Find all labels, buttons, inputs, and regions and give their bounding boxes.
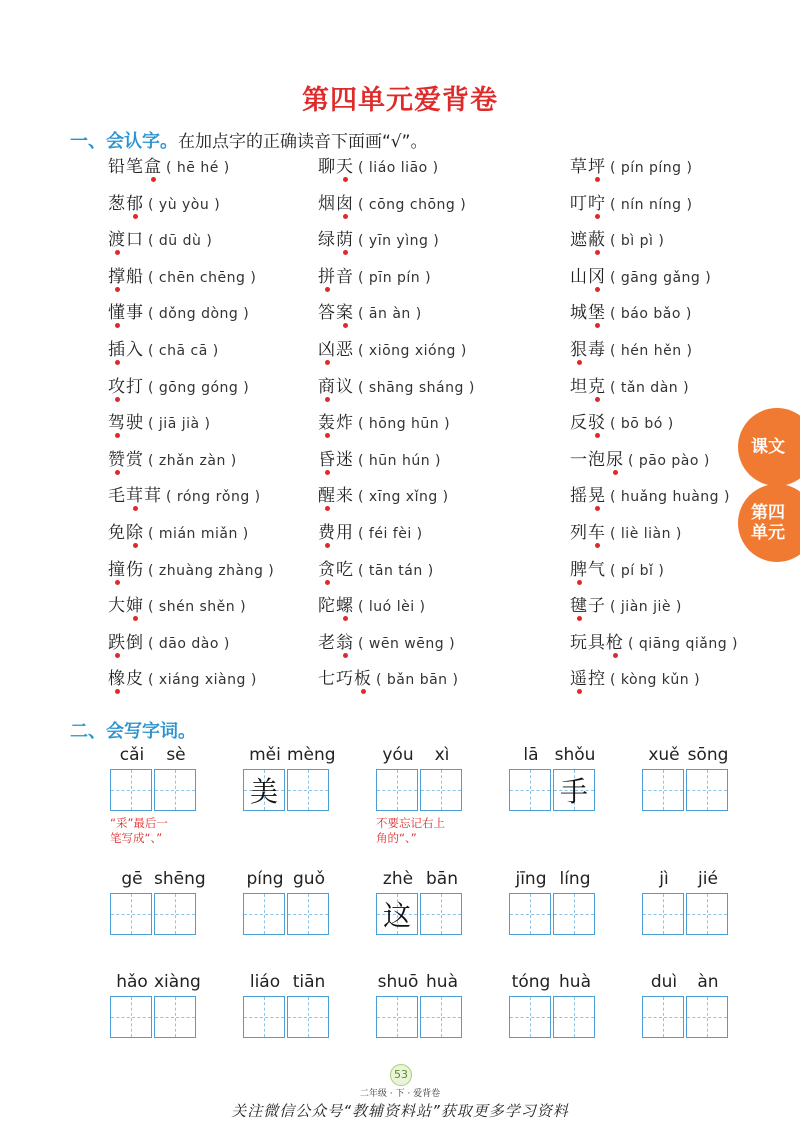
dotted-char: 螺 [336, 596, 354, 617]
word-group [110, 744, 198, 845]
reading-item [108, 591, 246, 621]
pinyin-choices[interactable]: ( bō bó ) [610, 416, 674, 433]
pinyin-choices[interactable]: ( jiàn jiè ) [610, 599, 682, 616]
reading-item [570, 335, 693, 365]
page-number: 53 [390, 1064, 412, 1086]
written-char [421, 997, 461, 1037]
pinyin-choices[interactable]: ( chā cā ) [148, 343, 219, 359]
item-word: 赞赏 [108, 449, 144, 470]
item-word: 七巧板 [318, 669, 372, 690]
word-pinyin: píng guǒ [246, 869, 325, 889]
dotted-char: 驳 [588, 413, 606, 434]
written-char [377, 997, 417, 1037]
written-char [687, 997, 727, 1037]
writing-box[interactable] [686, 893, 728, 935]
item-word: 绿荫 [318, 230, 354, 251]
dotted-char: 翁 [336, 632, 354, 653]
dotted-char: 除 [126, 523, 144, 543]
dotted-char: 撑 [108, 266, 126, 287]
section-1-instruction: 在加点字的正确读音下面画“√”。 [178, 132, 428, 152]
reading-item [318, 591, 426, 621]
word-group [642, 744, 730, 814]
reading-item [318, 555, 434, 585]
word-group [243, 744, 336, 814]
written-char [377, 770, 417, 810]
pinyin-choices[interactable]: ( gāng gǎng ) [610, 269, 712, 286]
pinyin-choices[interactable]: ( pāo pào ) [628, 452, 710, 469]
reading-item [570, 262, 711, 292]
reading-item [570, 481, 730, 511]
writing-box[interactable] [287, 769, 329, 811]
writing-box[interactable] [110, 996, 152, 1038]
item-word: 凶恶 [318, 340, 354, 360]
dotted-char: 攻 [108, 376, 126, 397]
reading-item [108, 189, 220, 219]
reading-item [318, 372, 475, 402]
dotted-char: 案 [336, 303, 354, 324]
writing-box[interactable] [420, 769, 462, 811]
written-char [288, 770, 328, 810]
word-pinyin: zhè bān [382, 869, 458, 889]
pinyin-choices[interactable]: ( pín píng ) [610, 160, 693, 176]
dotted-char: 插 [108, 340, 126, 360]
written-char [111, 997, 151, 1037]
pinyin-choices[interactable]: ( liáo liāo ) [358, 160, 439, 176]
reading-item [318, 518, 423, 548]
reading-item [318, 335, 467, 365]
writing-box[interactable] [509, 893, 551, 935]
writing-box[interactable] [642, 769, 684, 811]
pinyin-choices[interactable]: ( féi fèi ) [358, 526, 423, 542]
pinyin-choices[interactable]: ( xiōng xióng ) [358, 343, 467, 359]
reading-item [570, 372, 689, 402]
item-word: 草坪 [570, 157, 606, 177]
written-char [687, 770, 727, 810]
pinyin-choices[interactable]: ( zhuàng zhàng ) [148, 562, 275, 579]
reading-item [570, 408, 674, 438]
pinyin-choices[interactable]: ( bì pì ) [610, 233, 665, 250]
writing-box[interactable] [686, 769, 728, 811]
writing-box[interactable] [287, 893, 329, 935]
word-group [376, 744, 464, 845]
writing-tip: 不要忘记右上 角的“、” [376, 816, 445, 845]
item-word: 铅笔盒 [108, 157, 162, 177]
reading-item [108, 262, 256, 292]
written-char [643, 770, 683, 810]
dotted-char: 荫 [336, 230, 354, 251]
item-word: 撑船 [108, 266, 144, 287]
writing-box[interactable] [420, 893, 462, 935]
dotted-char: 克 [588, 376, 606, 397]
pinyin-choices[interactable]: ( shāng sháng ) [358, 379, 475, 396]
writing-box[interactable] [509, 769, 551, 811]
dotted-char: 跌 [108, 632, 126, 653]
item-word: 一泡尿 [570, 449, 624, 470]
word-group [376, 868, 464, 938]
dotted-char: 晃 [588, 486, 606, 507]
dotted-char: 蔽 [588, 230, 606, 251]
dotted-char: 板 [354, 669, 372, 690]
word-pinyin: gē shēng [121, 869, 206, 889]
item-word: 遮蔽 [570, 230, 606, 251]
item-word: 攻打 [108, 376, 144, 397]
word-pinyin: tóng huà [511, 972, 591, 992]
word-group [110, 868, 206, 938]
written-char [111, 770, 151, 810]
writing-box[interactable] [376, 996, 418, 1038]
word-pinyin: jīng líng [515, 869, 591, 889]
reading-item [108, 152, 230, 182]
pinyin-choices[interactable]: ( bǎn bān ) [376, 672, 459, 689]
reading-item [570, 628, 738, 658]
pinyin-choices[interactable]: ( wēn wēng ) [358, 635, 456, 652]
item-word: 橡皮 [108, 669, 144, 690]
dotted-char: 郁 [126, 193, 144, 214]
pinyin-choices[interactable]: ( jiā jià ) [148, 416, 211, 433]
reading-item [108, 481, 261, 511]
dotted-char: 脾 [570, 559, 588, 580]
pinyin-choices[interactable]: ( nín níng ) [610, 196, 693, 213]
item-word: 醒来 [318, 486, 354, 507]
written-char [687, 894, 727, 934]
dotted-char: 天 [336, 157, 354, 177]
reading-item [108, 408, 211, 438]
item-word: 插入 [108, 340, 144, 360]
word-pinyin: hǎo xiàng [116, 972, 201, 992]
item-word: 烟囱 [318, 193, 354, 214]
dotted-char: 昏 [318, 449, 336, 470]
item-word: 大婶 [108, 596, 144, 617]
dotted-char: 橡 [108, 669, 126, 690]
word-pinyin: shuō huà [377, 972, 458, 992]
writing-box[interactable] [154, 996, 196, 1038]
word-group [509, 971, 597, 1041]
writing-box[interactable] [243, 996, 285, 1038]
reading-item [318, 664, 458, 694]
item-word: 反驳 [570, 413, 606, 434]
dotted-char: 醒 [318, 486, 336, 507]
written-char [244, 894, 284, 934]
dotted-char: 婶 [126, 596, 144, 617]
item-word: 山冈 [570, 266, 606, 287]
writing-box[interactable] [243, 769, 285, 811]
pinyin-choices[interactable]: ( kòng kǔn ) [610, 672, 701, 689]
reading-item [318, 262, 431, 292]
item-word: 狠毒 [570, 340, 606, 360]
item-word: 轰炸 [318, 413, 354, 434]
item-word: 答案 [318, 303, 354, 324]
pinyin-choices[interactable]: ( zhǎn zàn ) [148, 452, 237, 469]
dotted-char: 尿 [606, 449, 624, 470]
reading-item [108, 372, 249, 402]
dotted-char: 狠 [570, 340, 588, 360]
item-word: 玩具枪 [570, 632, 624, 653]
dotted-char: 囱 [336, 193, 354, 214]
reading-item [318, 628, 455, 658]
reading-item [108, 335, 219, 365]
pinyin-choices[interactable]: ( shén shěn ) [148, 599, 247, 616]
dotted-char: 凶 [318, 340, 336, 360]
word-pinyin: duì àn [650, 972, 719, 992]
reading-item [108, 555, 274, 585]
written-char [510, 770, 550, 810]
footer-book-info: 二年级 · 下 · 爱背卷 [359, 1089, 441, 1099]
item-word: 陀螺 [318, 596, 354, 617]
item-word: 驾驶 [108, 413, 144, 434]
item-word: 拼音 [318, 266, 354, 287]
footer-watermark: 关注微信公众号“教辅资料站”获取更多学习资料 [231, 1102, 569, 1120]
writing-box[interactable] [420, 996, 462, 1038]
pinyin-choices[interactable]: ( pí bǐ ) [610, 562, 665, 579]
reading-item [570, 445, 710, 475]
pinyin-choices[interactable]: ( chēn chēng ) [148, 269, 257, 286]
dotted-char: 商 [318, 376, 336, 397]
pinyin-choices[interactable]: ( dū dù ) [148, 233, 213, 250]
reading-item [570, 225, 664, 255]
word-group [642, 971, 730, 1041]
written-char [288, 997, 328, 1037]
item-word: 免除 [108, 523, 144, 543]
reading-item [318, 152, 439, 182]
written-char [643, 997, 683, 1037]
written-char [510, 894, 550, 934]
dotted-char: 驾 [108, 413, 126, 434]
word-group [509, 868, 597, 938]
written-char [554, 894, 594, 934]
word-pinyin: jì jié [659, 869, 718, 889]
pinyin-choices[interactable]: ( yù yòu ) [148, 196, 221, 213]
item-word: 列车 [570, 523, 606, 543]
item-word: 葱郁 [108, 193, 144, 214]
pinyin-choices[interactable]: ( xīng xǐng ) [358, 489, 449, 506]
section-2-heading [70, 717, 196, 743]
dotted-char: 咛 [588, 193, 606, 214]
reading-item [108, 628, 230, 658]
written-char [111, 894, 151, 934]
writing-box[interactable] [287, 996, 329, 1038]
reading-item [318, 481, 449, 511]
reading-item [570, 298, 692, 328]
item-word: 撞伤 [108, 559, 144, 580]
pinyin-choices[interactable]: ( luó lèi ) [358, 599, 426, 616]
reading-item [108, 225, 212, 255]
reading-item [108, 445, 237, 475]
written-char [155, 997, 195, 1037]
pinyin-choices[interactable]: ( gōng góng ) [148, 379, 250, 396]
dotted-char: 车 [588, 523, 606, 543]
writing-box[interactable] [110, 769, 152, 811]
writing-tip: “采”最后一 笔写成“、” [110, 816, 168, 845]
tab-unit-four[interactable]: 第四单元 [738, 484, 800, 562]
item-word: 渡口 [108, 230, 144, 251]
pinyin-choices[interactable]: ( xiáng xiàng ) [148, 672, 257, 689]
pinyin-choices[interactable]: ( róng rǒng ) [166, 489, 261, 506]
item-word: 摇晃 [570, 486, 606, 507]
section-1-number: 一、 [70, 131, 106, 152]
pinyin-choices[interactable]: ( hōng hūn ) [358, 416, 451, 433]
pinyin-choices[interactable]: ( hūn hún ) [358, 452, 442, 469]
item-word: 毽子 [570, 596, 606, 617]
item-word: 遥控 [570, 669, 606, 690]
written-char: 这 [382, 899, 411, 932]
dotted-char: 撞 [108, 559, 126, 580]
dotted-char: 冈 [588, 266, 606, 287]
reading-item [108, 518, 249, 548]
dotted-char: 贪 [318, 559, 336, 580]
writing-box[interactable] [553, 996, 595, 1038]
writing-box[interactable] [642, 893, 684, 935]
item-word: 商议 [318, 376, 354, 397]
dotted-char: 遥 [570, 669, 588, 690]
dotted-char: 拼 [318, 266, 336, 287]
word-pinyin: měi mèng [249, 745, 336, 765]
pinyin-choices[interactable]: ( liè liàn ) [610, 526, 682, 542]
section-1-label: 会认字。 [106, 131, 178, 152]
word-group [110, 971, 201, 1041]
section-2-label: 会写字词。 [106, 721, 196, 742]
word-group [243, 868, 331, 938]
word-pinyin: lā shǒu [523, 745, 596, 765]
written-char [421, 770, 461, 810]
reading-item [318, 445, 441, 475]
dotted-char: 费 [318, 523, 336, 543]
pinyin-choices[interactable]: ( ān àn ) [358, 306, 422, 323]
dotted-char: 毽 [570, 596, 588, 617]
word-group [376, 971, 464, 1041]
item-word: 老翁 [318, 632, 354, 653]
pinyin-choices[interactable]: ( qiāng qiǎng ) [628, 635, 739, 652]
written-char [155, 894, 195, 934]
written-char [288, 894, 328, 934]
dotted-char: 坪 [588, 157, 606, 177]
item-word: 聊天 [318, 157, 354, 177]
pinyin-choices[interactable]: ( hē hé ) [166, 160, 230, 176]
written-char [643, 894, 683, 934]
pinyin-choices[interactable]: ( tǎn dàn ) [610, 379, 690, 396]
item-word: 昏迷 [318, 449, 354, 470]
section-1-heading [70, 127, 427, 153]
reading-item [318, 225, 439, 255]
pinyin-choices[interactable]: ( huǎng huàng ) [610, 489, 730, 506]
written-char [155, 770, 195, 810]
written-char [421, 894, 461, 934]
reading-item [318, 408, 450, 438]
word-pinyin: liáo tiān [249, 972, 326, 992]
item-word: 坦克 [570, 376, 606, 397]
word-pinyin: yóu xì [382, 745, 450, 765]
word-pinyin: xuě sōng [648, 745, 729, 765]
dotted-char: 盒 [144, 157, 162, 177]
written-char [510, 997, 550, 1037]
reading-item [318, 298, 422, 328]
writing-box[interactable] [642, 996, 684, 1038]
pinyin-choices[interactable]: ( báo bǎo ) [610, 306, 692, 323]
writing-box[interactable] [154, 893, 196, 935]
reading-item [570, 555, 664, 585]
tab-textbook[interactable]: 课文 [738, 408, 800, 486]
dotted-char: 茸 [126, 486, 144, 507]
pinyin-choices[interactable]: ( yīn yìng ) [358, 233, 440, 250]
word-group [509, 744, 597, 814]
reading-item [570, 152, 692, 182]
reading-item [108, 298, 249, 328]
pinyin-choices[interactable]: ( pīn pín ) [358, 269, 432, 286]
written-char: 手 [559, 775, 588, 808]
dotted-char: 轰 [318, 413, 336, 434]
item-word: 城堡 [570, 303, 606, 324]
pinyin-choices[interactable]: ( tān tán ) [358, 562, 434, 579]
pinyin-choices[interactable]: ( mián miǎn ) [148, 526, 249, 542]
written-char [554, 997, 594, 1037]
reading-item [318, 189, 466, 219]
word-group [243, 971, 331, 1041]
writing-box[interactable] [686, 996, 728, 1038]
written-char: 美 [249, 775, 278, 808]
writing-box[interactable] [376, 893, 418, 935]
item-word: 贪吃 [318, 559, 354, 580]
writing-box[interactable] [376, 769, 418, 811]
writing-box[interactable] [509, 996, 551, 1038]
dotted-char: 枪 [606, 632, 624, 653]
writing-box[interactable] [154, 769, 196, 811]
item-word: 懂事 [108, 303, 144, 324]
reading-item [570, 664, 700, 694]
writing-box[interactable] [553, 769, 595, 811]
word-group [642, 868, 730, 938]
writing-box[interactable] [110, 893, 152, 935]
pinyin-choices[interactable]: ( dāo dào ) [148, 635, 230, 652]
page-title: 第四单元爱背卷 [302, 85, 498, 116]
reading-item [570, 591, 682, 621]
section-2-number: 二、 [70, 721, 106, 742]
reading-item [570, 189, 692, 219]
pinyin-choices[interactable]: ( dǒng dòng ) [148, 306, 250, 323]
writing-box[interactable] [553, 893, 595, 935]
written-char [244, 997, 284, 1037]
pinyin-choices[interactable]: ( hén hěn ) [610, 343, 693, 359]
item-word: 脾气 [570, 559, 606, 580]
dotted-char: 堡 [588, 303, 606, 324]
reading-item [108, 664, 257, 694]
item-word: 毛茸茸 [108, 486, 162, 507]
reading-item [570, 518, 682, 548]
item-word: 叮咛 [570, 193, 606, 214]
dotted-char: 渡 [108, 230, 126, 251]
word-pinyin: cǎi sè [119, 745, 186, 765]
item-word: 跌倒 [108, 632, 144, 653]
writing-box[interactable] [243, 893, 285, 935]
dotted-char: 懂 [108, 303, 126, 324]
dotted-char: 赞 [108, 449, 126, 470]
item-word: 费用 [318, 523, 354, 543]
pinyin-choices[interactable]: ( cōng chōng ) [358, 196, 467, 213]
